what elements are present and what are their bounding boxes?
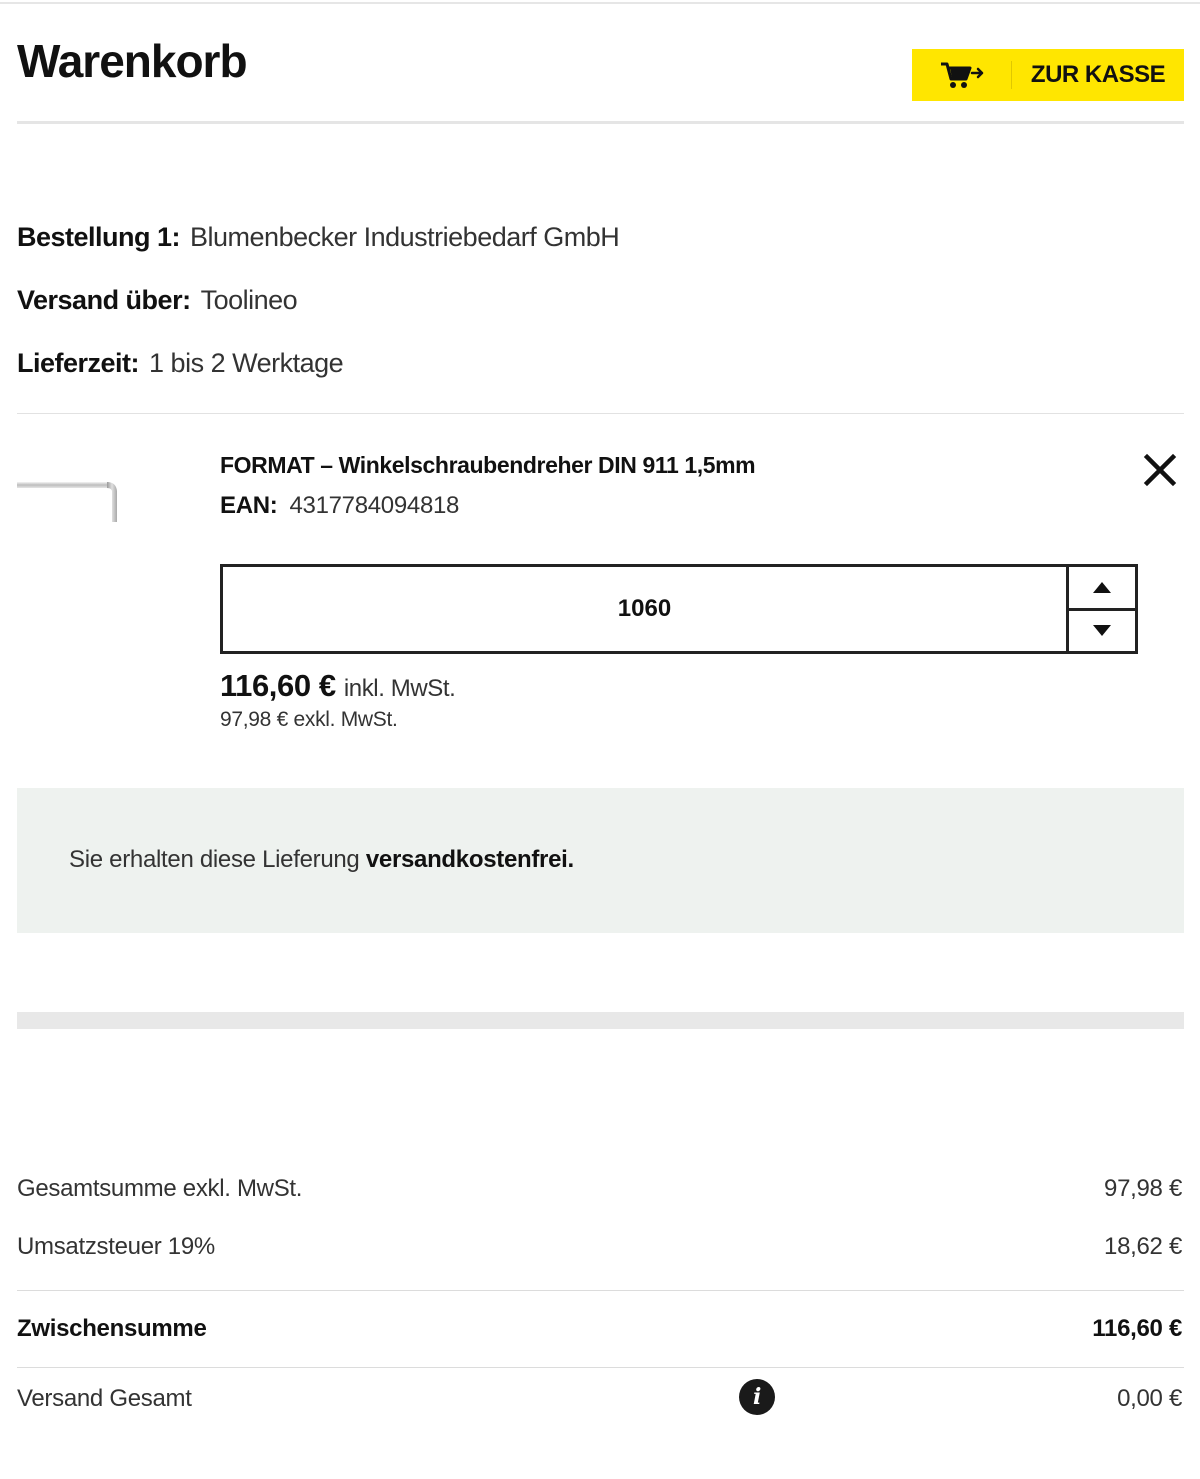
cart-header [17,30,1184,122]
price-gross-amount: 116,60 € [220,668,336,703]
checkout-button[interactable] [912,49,1184,101]
total-net-value: 97,98 € [1104,1175,1182,1202]
total-net-label: Gesamtsumme exkl. MwSt. [17,1175,303,1202]
section-divider-bar [17,1012,1184,1029]
product-ean-label: EAN: [220,492,278,519]
price-gross [220,668,455,704]
quantity-decrease-button[interactable] [1069,611,1135,652]
order-delivery-row [17,341,1184,404]
order-info [17,215,1184,404]
product-image[interactable] [17,472,127,528]
total-tax-value: 18,62 € [1104,1233,1182,1260]
checkout-label: ZUR KASSE [1030,61,1166,88]
totals-summary [17,1160,1184,1430]
info-icon[interactable]: i [739,1379,775,1415]
shipping-total-value: 0,00 € [1117,1385,1182,1412]
quantity-input[interactable] [223,567,1066,651]
free-shipping-bold: versandkostenfrei. [365,846,574,873]
triangle-down-icon [1092,624,1112,638]
order-shipping-row [17,278,1184,341]
product-ean-value: 4317784094818 [289,492,460,519]
top-divider [0,2,1200,4]
total-tax-row [17,1218,1184,1276]
subtotal-label: Zwischensumme [17,1315,207,1342]
quantity-increase-button[interactable] [1069,567,1135,611]
order-shipping-value: Toolineo [200,285,298,315]
order-delivery-value: 1 bis 2 Werktage [149,348,344,378]
price-gross-suffix: inkl. MwSt. [343,675,456,702]
shipping-total-row [17,1368,1184,1430]
page-title: Warenkorb [17,35,247,87]
subtotal-row [17,1291,1184,1367]
shipping-total-label: Versand Gesamt [17,1385,192,1412]
order-shipping-label: Versand über: [17,285,191,315]
remove-item-button[interactable] [1140,450,1180,490]
total-tax-label: Umsatzsteuer 19% [17,1233,215,1260]
subtotal-value: 116,60 € [1092,1315,1182,1342]
order-delivery-label: Lieferzeit: [17,348,140,378]
triangle-up-icon [1092,580,1112,594]
order-supplier-value: Blumenbecker Industriebedarf GmbH [190,222,620,252]
quantity-stepper [220,564,1138,654]
header-divider [17,121,1184,124]
order-supplier-label: Bestellung 1: [17,222,181,252]
close-icon [1140,450,1180,490]
quantity-steps [1066,567,1135,651]
product-ean [220,492,459,520]
cart-arrow-icon [912,49,1012,101]
total-net-row [17,1160,1184,1218]
order-supplier-row [17,215,1184,278]
product-name[interactable]: FORMAT – Winkelschraubendreher DIN 911 1,5mm [220,452,756,478]
free-shipping-text: Sie erhalten diese Lieferung versandkostenfrei. [69,846,574,873]
order-divider [17,413,1184,414]
price-net: 97,98 € exkl. MwSt. [220,708,398,731]
free-shipping-notice [17,788,1184,933]
